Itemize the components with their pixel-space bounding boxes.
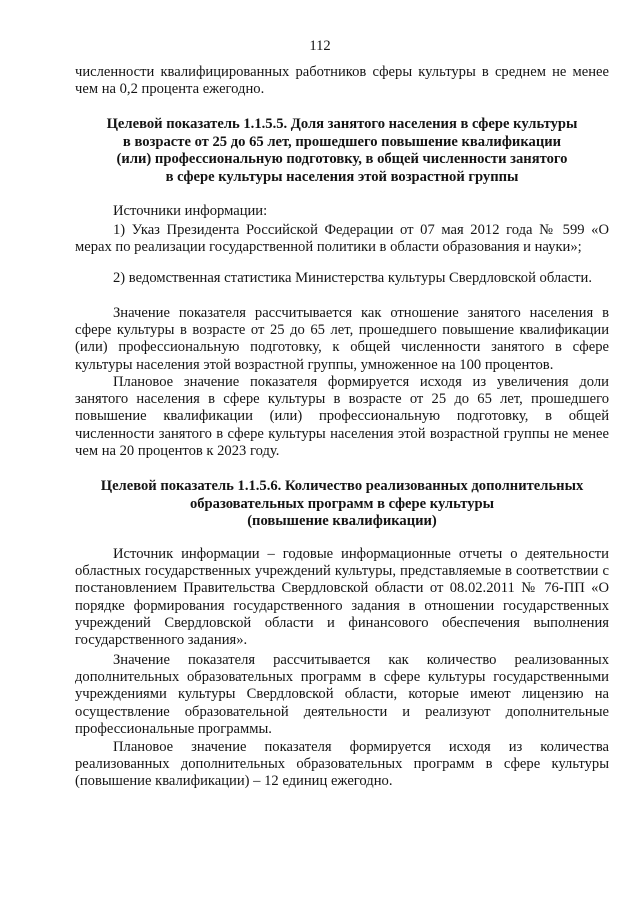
section-1-heading-line: Целевой показатель 1.1.5.5. Доля занятого населения в сфере культуры (106, 116, 578, 132)
section-1-heading-line: (или) профессиональную подготовку, в общей численности занятого (116, 151, 568, 167)
section-1-heading-line: в сфере культуры населения этой возрастной группы (165, 168, 519, 185)
page-number: 112 (309, 38, 331, 54)
section-1-heading (60, 116, 624, 186)
section-1-heading-line: в возрасте от 25 до 65 лет, прошедшего повышение квалификации (122, 133, 562, 150)
section-2-source-paragraph: Источник информации – годовые информационные отчеты о деятельности областных государственных учреждений культуры, представляемые в соответствии с постановлением Правительства Свердловской области от 08.02.2011 № 76-ПП «О порядке формирования государственного задания в отношении государственных учреждений Свердловской области и финансового обеспечения выполнения государственного задания». (75, 546, 609, 649)
intro-continuation-paragraph: численности квалифицированных работников сферы культуры в среднем не менее чем на 0,2 процента ежегодно. (75, 64, 609, 98)
section-2-heading-line: Целевой показатель 1.1.5.6. Количество реализованных дополнительных (100, 478, 584, 494)
section-1-calculation-paragraph: Значение показателя рассчитывается как отношение занятого населения в сфере культуры в возрасте от 25 до 65 лет, прошедшего повышение квалификации (или) профессиональную подготовку, к общей численности занятого в сфере культуры населения этой возрастной группы, умноженное на 100 процентов. (75, 305, 609, 373)
section-2-planned-paragraph: Плановое значение показателя формируется исходя из количества реализованных дополнительных образовательных программ в сфере культуры (повышение квалификации) – 12 единиц ежегодно. (75, 739, 609, 790)
section-2-heading-line: (повышение квалификации) (247, 513, 437, 529)
section-2-calculation-paragraph: Значение показателя рассчитывается как количество реализованных дополнительных образовательных программ в сфере культуры государственными учреждениями культуры Свердловской области, которые имеют лицензию на осуществление образовательной деятельности и реализуют дополнительные профессиональные программы. (75, 652, 609, 737)
source-1-paragraph: 1) Указ Президента Российской Федерации от 07 мая 2012 года № 599 «О мерах по реализации государственной политики в области образования и науки»; (75, 222, 609, 256)
section-1-planned-paragraph: Плановое значение показателя формируется исходя из увеличения доли занятого населения в сфере культуры в возрасте от 25 до 65 лет, прошедшего повышение квалификации (или) профессиональную подготовку, в общей численности занятого в сфере культуры населения этой возрастной группы не менее чем на 20 процентов к 2023 году. (75, 374, 609, 459)
sources-label: Источники информации: (113, 203, 268, 219)
section-2-heading (60, 478, 624, 531)
source-2-paragraph: 2) ведомственная статистика Министерства культуры Свердловской области. (113, 270, 592, 286)
section-2-heading-line: образовательных программ в сфере культуры (189, 495, 495, 512)
